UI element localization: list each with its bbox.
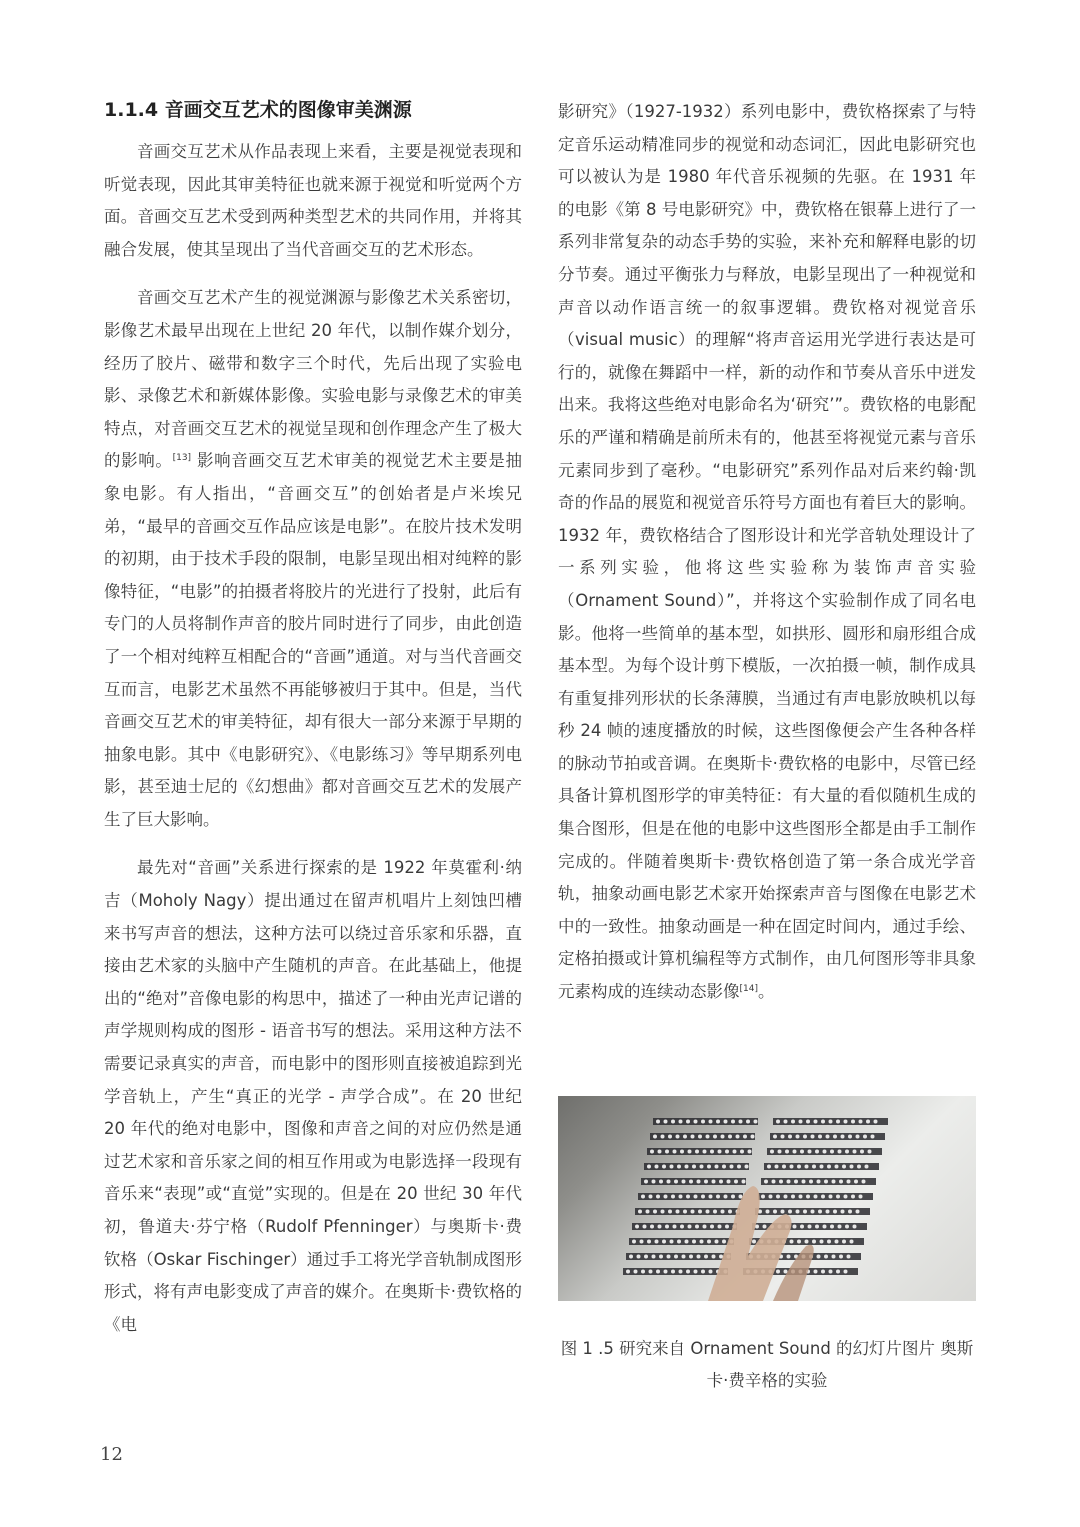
paragraph [104,282,522,836]
strip-pattern [638,1210,642,1214]
strip-pattern [697,1255,701,1259]
strip-pattern [658,1150,662,1154]
strip-pattern [686,1195,690,1199]
strip-pattern [815,1150,819,1154]
strip-pattern [841,1210,845,1214]
strip-pattern [818,1210,822,1214]
strip-pattern [853,1150,857,1154]
strip-pattern [668,1135,672,1139]
citation-ref: [14] [739,984,758,995]
strip-pattern [838,1150,842,1154]
strip-pattern [848,1135,852,1139]
strip-pattern [814,1270,818,1274]
strip-pattern [793,1150,797,1154]
strip-pattern [674,1255,678,1259]
strip-pattern [829,1195,833,1199]
strip-pattern [734,1180,738,1184]
strip-pattern [829,1120,833,1124]
strip-pattern [832,1180,836,1184]
strip-pattern [688,1150,692,1154]
strip-pattern [649,1195,653,1199]
strip-pattern [802,1180,806,1184]
strip-pattern [694,1270,698,1274]
strip-pattern [812,1240,816,1244]
figure-photo [558,1096,976,1301]
strip-pattern [698,1135,702,1139]
strip-pattern [691,1135,695,1139]
strip-pattern [698,1210,702,1214]
strip-pattern [703,1225,707,1229]
strip-pattern [637,1255,641,1259]
strip-pattern [670,1165,674,1169]
strip-pattern [715,1240,719,1244]
strip-pattern [784,1195,788,1199]
strip-pattern [797,1240,801,1244]
strip-pattern [694,1120,698,1124]
strip-pattern [671,1270,675,1274]
strip-pattern [769,1195,773,1199]
strip-pattern [676,1135,680,1139]
strip-pattern [823,1225,827,1229]
strip-pattern [688,1225,692,1229]
strip-pattern [712,1180,716,1184]
strip-pattern [736,1135,740,1139]
strip-pattern [667,1180,671,1184]
strip-pattern [731,1120,735,1124]
strip-pattern [850,1165,854,1169]
strip-pattern [767,1165,771,1169]
strip-pattern [730,1165,734,1169]
strip-pattern [722,1240,726,1244]
strip-pattern [842,1240,846,1244]
strip-pattern [646,1210,650,1214]
strip-pattern [835,1165,839,1169]
strip-pattern [695,1150,699,1154]
strip-pattern [692,1240,696,1244]
strip-pattern [722,1165,726,1169]
strip-pattern [836,1270,840,1274]
strip-pattern [814,1195,818,1199]
strip-pattern [800,1150,804,1154]
strip-pattern [797,1165,801,1169]
strip-pattern [652,1255,656,1259]
strip-pattern [833,1210,837,1214]
strip-pattern [659,1255,663,1259]
strip-pattern [776,1120,780,1124]
strip-pattern [656,1270,660,1274]
strip-pattern [656,1120,660,1124]
strip-pattern [682,1255,686,1259]
strip-pattern [850,1240,854,1244]
strip-pattern [781,1135,785,1139]
strip-pattern [655,1240,659,1244]
strip-pattern [664,1120,668,1124]
strip-pattern [754,1120,758,1124]
strip-pattern [724,1120,728,1124]
strip-pattern [641,1270,645,1274]
strip-pattern [833,1135,837,1139]
strip-pattern [695,1225,699,1229]
strip-pattern [785,1150,789,1154]
strip-pattern [857,1165,861,1169]
strip-pattern [721,1210,725,1214]
strip-pattern [703,1150,707,1154]
strip-pattern [706,1135,710,1139]
strip-pattern [800,1225,804,1229]
strip-pattern [799,1120,803,1124]
strip-pattern [770,1150,774,1154]
strip-pattern [713,1210,717,1214]
strip-pattern [836,1195,840,1199]
strip-pattern [863,1135,867,1139]
strip-pattern [773,1210,777,1214]
strip-pattern [745,1165,749,1169]
strip-pattern [775,1165,779,1169]
strip-pattern [829,1270,833,1274]
strip-pattern [811,1135,815,1139]
strip-pattern [704,1180,708,1184]
strip-pattern [671,1195,675,1199]
strip-pattern [824,1255,828,1259]
strip-pattern [862,1180,866,1184]
strip-pattern [655,1165,659,1169]
strip-pattern [790,1165,794,1169]
strip-pattern [661,1135,665,1139]
strip-pattern [700,1165,704,1169]
strip-pattern [856,1135,860,1139]
strip-pattern [680,1225,684,1229]
strip-pattern [764,1180,768,1184]
strip-pattern [787,1255,791,1259]
strip-pattern [868,1150,872,1154]
strip-pattern [817,1255,821,1259]
strip-pattern [697,1180,701,1184]
strip-pattern [659,1180,663,1184]
strip-pattern [670,1240,674,1244]
page-number: 12 [100,1444,123,1465]
citation-ref: [13] [172,453,192,464]
strip-pattern [874,1120,878,1124]
strip-pattern [808,1225,812,1229]
strip-pattern [821,1195,825,1199]
paragraph: 音画交互艺术从作品表现上来看，主要是视觉表现和听觉表现，因此其审美特征也就来源于视觉和听觉两个方面。音画交互艺术受到两种类型艺术的共同作用，并将其融合发展，使其呈现出了当代音画交互的艺术形态。 [104,142,522,259]
strip-pattern [701,1195,705,1199]
strip-pattern [824,1180,828,1184]
strip-pattern [709,1270,713,1274]
strip-pattern [718,1225,722,1229]
section-heading: 1.1.4 音画交互艺术的图像审美渊源 [104,99,412,121]
strip-pattern [835,1240,839,1244]
strip-pattern [653,1135,657,1139]
strip-pattern [818,1135,822,1139]
strip-pattern [718,1150,722,1154]
paragraph [558,96,976,1009]
strip-pattern [742,1180,746,1184]
strip-pattern [640,1240,644,1244]
strip-pattern [737,1165,741,1169]
strip-pattern [787,1180,791,1184]
strip-pattern [721,1135,725,1139]
strip-pattern [845,1150,849,1154]
strip-pattern [709,1195,713,1199]
strip-pattern [650,1150,654,1154]
strip-pattern [841,1135,845,1139]
strip-pattern [644,1180,648,1184]
strip-pattern [716,1195,720,1199]
strip-pattern [727,1180,731,1184]
strip-pattern [806,1120,810,1124]
strip-pattern [644,1255,648,1259]
strip-pattern [811,1210,815,1214]
strip-pattern [839,1180,843,1184]
strip-pattern [671,1120,675,1124]
strip-pattern [686,1270,690,1274]
strip-pattern [712,1255,716,1259]
strip-pattern [707,1240,711,1244]
strip-pattern [710,1150,714,1154]
strip-pattern [713,1135,717,1139]
strip-pattern [689,1255,693,1259]
strip-pattern [779,1180,783,1184]
strip-pattern [689,1180,693,1184]
strip-pattern [658,1225,662,1229]
strip-pattern [820,1240,824,1244]
strip-pattern [751,1135,755,1139]
strip-pattern [668,1210,672,1214]
strip-pattern [652,1180,656,1184]
strip-pattern [806,1195,810,1199]
strip-pattern [791,1120,795,1124]
strip-pattern [832,1255,836,1259]
strip-pattern [793,1225,797,1229]
strip-pattern [733,1150,737,1154]
strip-pattern [650,1225,654,1229]
strip-pattern [836,1120,840,1124]
strip-pattern [692,1165,696,1169]
strip-pattern [847,1255,851,1259]
strip-pattern [839,1255,843,1259]
strip-pattern [739,1120,743,1124]
strip-pattern [691,1210,695,1214]
strip-pattern [851,1120,855,1124]
strip-pattern [635,1225,639,1229]
strip-pattern [838,1225,842,1229]
strip-pattern [848,1210,852,1214]
strip-pattern [673,1150,677,1154]
right-column [558,96,976,1025]
paragraph-text: 影研究》（1927-1932）系列电影中，费钦格探索了与特定音乐运动精准同步的视觉和动态词汇，因此电影研究也可以被认为是 1980 年代音乐视频的先驱。在 1931 年的电影《第 8 号电影研究》中，费钦格在银幕上进行了一系列非常复杂的动态手势的实验，来补充和解释电影的切分节奏。通过平衡张力与释放，电影呈现出了一种视觉和声音以动作语言统一的叙事逻辑。费钦格对视觉音乐（visual music）的理解“将声音运用光学进行表达是可行的，就像在舞蹈中一样，新的动作和节奏从音乐中迸发出来。我将这些绝对电影命名为‘研究’”。费钦格的电影配乐的严谨和精确是前所未有的，他甚至将视觉元素与音乐元素同步到了毫秒。“电影研究”系列作品对后来约翰·凯奇的作品的展览和视觉音乐符号方面也有着巨大的影响。1932 年，费钦格结合了图形设计和光学音轨处理设计了一系列实验，他将这些实验称为装饰声音实验（Ornament Sound）”，并将这个实验制作成了同名电影。他将一些简单的基本型，如拱形、圆形和扇形组合成基本型。为每个设计剪下模版，一次拍摄一帧，制作成具有重复排列形状的长条薄膜，当通过有声电影放映机以每秒 24 帧的速度播放的时候，这些图像便会产生各种各样的脉动节拍或音调。在奥斯卡·费钦格的电影中，尽管已经具备计算机图形学的审美特征：有大量的看似随机生成的集合图形，但是在他的电影中这些图形全都是由手工制作完成的。伴随着奥斯卡·费钦格创造了第一条合成光学音轨，抽象动画电影艺术家开始探索声音与图像在电影艺术中的一致性。抽象动画是一种在固定时间内，通过手绘、定格拍摄或计算机编程等方式制作，由几何图形等非具象元素构成的连续动态影像 [558,102,976,1002]
strip-pattern [664,1195,668,1199]
strip-pattern [704,1255,708,1259]
strip-pattern [826,1135,830,1139]
strip-pattern [817,1180,821,1184]
strip-pattern [707,1165,711,1169]
strip-pattern [803,1135,807,1139]
strip-pattern [701,1270,705,1274]
strip-pattern [656,1195,660,1199]
strip-pattern [859,1120,863,1124]
strip-pattern [725,1150,729,1154]
strip-pattern [725,1225,729,1229]
strip-pattern [815,1225,819,1229]
strip-pattern [641,1195,645,1199]
strip-pattern [706,1210,710,1214]
strip-pattern [776,1270,780,1274]
strip-pattern [778,1150,782,1154]
strip-pattern [866,1120,870,1124]
strip-pattern [821,1120,825,1124]
strip-pattern [674,1180,678,1184]
strip-pattern [682,1180,686,1184]
strip-pattern [844,1120,848,1124]
strip-pattern [827,1240,831,1244]
strip-pattern [653,1210,657,1214]
strip-pattern [677,1240,681,1244]
strip-pattern [781,1210,785,1214]
strip-pattern [728,1210,732,1214]
strip-pattern [763,1225,767,1229]
strip-pattern [715,1165,719,1169]
strip-pattern [796,1210,800,1214]
strip-pattern [700,1240,704,1244]
strip-pattern [685,1240,689,1244]
strip-pattern [788,1135,792,1139]
strip-pattern [773,1135,777,1139]
strip-pattern [808,1150,812,1154]
strip-pattern [632,1240,636,1244]
paragraph-text: 影响音画交互艺术审美的视觉艺术主要是抽象电影。有人指出，“音画交互”的创始者是卢米埃兄弟，“最早的音画交互作品应该是电影”。在胶片技术发明的初期，由于技术手段的限制，电影呈现出相对纯粹的影像特征，“电影”的拍摄者将胶片的光进行了投射，此后有专门的人员将制作声音的胶片同时进行了同步，由此创造了一个相对纯粹互相配合的“音画”通道。对与当代音画交互而言，电影艺术虽然不再能够被归于其中。但是，当代音画交互艺术的审美特征，却有很大一部分来源于早期的抽象电影。其中《电影研究》、《电影练习》等早期系列电影，甚至迪士尼的《幻想曲》都对音画交互艺术的发展产生了巨大影响。 [104,451,523,829]
strip-pattern [731,1195,735,1199]
strip-pattern [772,1180,776,1184]
strip-pattern [710,1225,714,1229]
paragraph-end: 。 [757,982,775,1002]
strip-pattern [647,1240,651,1244]
strip-pattern [743,1135,747,1139]
strip-pattern [844,1270,848,1274]
left-column [104,92,522,1357]
strip-pattern [821,1270,825,1274]
strip-pattern [788,1210,792,1214]
strip-pattern [805,1240,809,1244]
strip-pattern [647,1165,651,1169]
strip-pattern [826,1210,830,1214]
strip-pattern [805,1165,809,1169]
ornament-sound-slides-image [558,1096,976,1301]
strip-pattern [871,1135,875,1139]
strip-pattern [776,1195,780,1199]
strip-pattern [719,1180,723,1184]
strip-pattern [784,1120,788,1124]
strip-pattern [752,1240,756,1244]
strip-pattern [679,1120,683,1124]
strip-pattern [662,1165,666,1169]
strip-pattern [842,1165,846,1169]
strip-pattern [856,1210,860,1214]
paragraph-text: 音画交互艺术产生的视觉渊源与影像艺术关系密切，影像艺术最早出现在上世纪 20 年代，以制作媒介划分，经历了胶片、磁带和数字三个时代，先后出现了实验电影、录像艺术和新媒体影像。实验电影与录像艺术的审美特点，对音画交互艺术的视觉呈现和创作理念产生了极大的影响。 [104,288,522,471]
strip-pattern [814,1120,818,1124]
strip-pattern [677,1165,681,1169]
paragraph: 最先对“音画”关系进行探索的是 1922 年莫霍利·纳吉（Moholy Nagy）提出通过在留声机唱片上刻蚀凹槽来书写声音的想法，这种方法可以绕过音乐家和乐器，直接由艺术家的头脑中产生随机的声音。在此基础上，他提出的“绝对”音像电影的构思中，描述了一种由光声记谱的声学规则构成的图形 - 语音书写的想法。采用这种方法不需要记录真实的声音，而电影中的图形则直接被追踪到光学音轨上，产生“真正的光学 - 声学合成”。在 20 世纪 20 年代的绝对电影中，图像和声音之间的对应仍然是通过艺术家和音乐家之间的相互作用或为电影选择一段现有音乐来“表现”或“直觉”实现的。但是在 20 世纪 30 年代初，鲁道夫·芬宁格（Rudolf Pfenninger）与奥斯卡·费钦格（Oskar Fischinger）通过手工将光学音轨制成图形形式，将有声电影变成了声音的媒介。在奥斯卡·费钦格的《电 [104,858,522,1334]
strip-pattern [679,1195,683,1199]
strip-pattern [746,1120,750,1124]
strip-pattern [740,1150,744,1154]
strip-pattern [830,1225,834,1229]
strip-pattern [823,1150,827,1154]
strip-pattern [847,1180,851,1184]
strip-pattern [676,1210,680,1214]
strip-pattern [728,1135,732,1139]
strip-pattern [683,1210,687,1214]
strip-pattern [629,1255,633,1259]
strip-pattern [790,1240,794,1244]
strip-pattern [680,1150,684,1154]
strip-pattern [766,1210,770,1214]
strip-pattern [865,1165,869,1169]
strip-pattern [679,1270,683,1274]
strip-pattern [701,1120,705,1124]
strip-pattern [643,1225,647,1229]
strip-pattern [626,1270,630,1274]
strip-pattern [709,1120,713,1124]
strip-pattern [662,1240,666,1244]
strip-pattern [845,1225,849,1229]
strip-pattern [665,1150,669,1154]
strip-pattern [799,1195,803,1199]
strip-pattern [724,1195,728,1199]
strip-pattern [803,1210,807,1214]
strip-pattern [686,1120,690,1124]
strip-pattern [667,1255,671,1259]
strip-pattern [859,1195,863,1199]
strip-pattern [812,1165,816,1169]
strip-pattern [761,1195,765,1199]
strip-pattern [796,1135,800,1139]
strip-pattern [820,1165,824,1169]
strip-pattern [827,1165,831,1169]
strip-pattern [748,1150,752,1154]
strip-pattern [782,1165,786,1169]
strip-pattern [851,1195,855,1199]
strip-pattern [683,1135,687,1139]
strip-pattern [860,1150,864,1154]
strip-pattern [853,1225,857,1229]
strip-pattern [694,1195,698,1199]
strip-pattern [673,1225,677,1229]
strip-pattern [844,1195,848,1199]
strip-pattern [664,1270,668,1274]
figure-caption: 图 1 .5 研究来自 Ornament Sound 的幻灯片图片 奥斯卡·费辛格的实验 [560,1339,974,1390]
strip-pattern [661,1210,665,1214]
strip-pattern [716,1120,720,1124]
strip-pattern [665,1225,669,1229]
strip-pattern [685,1165,689,1169]
strip-pattern [649,1270,653,1274]
strip-pattern [634,1270,638,1274]
strip-pattern [794,1180,798,1184]
strip-pattern [854,1180,858,1184]
strip-pattern [809,1180,813,1184]
strip-pattern [830,1150,834,1154]
strip-pattern [791,1195,795,1199]
